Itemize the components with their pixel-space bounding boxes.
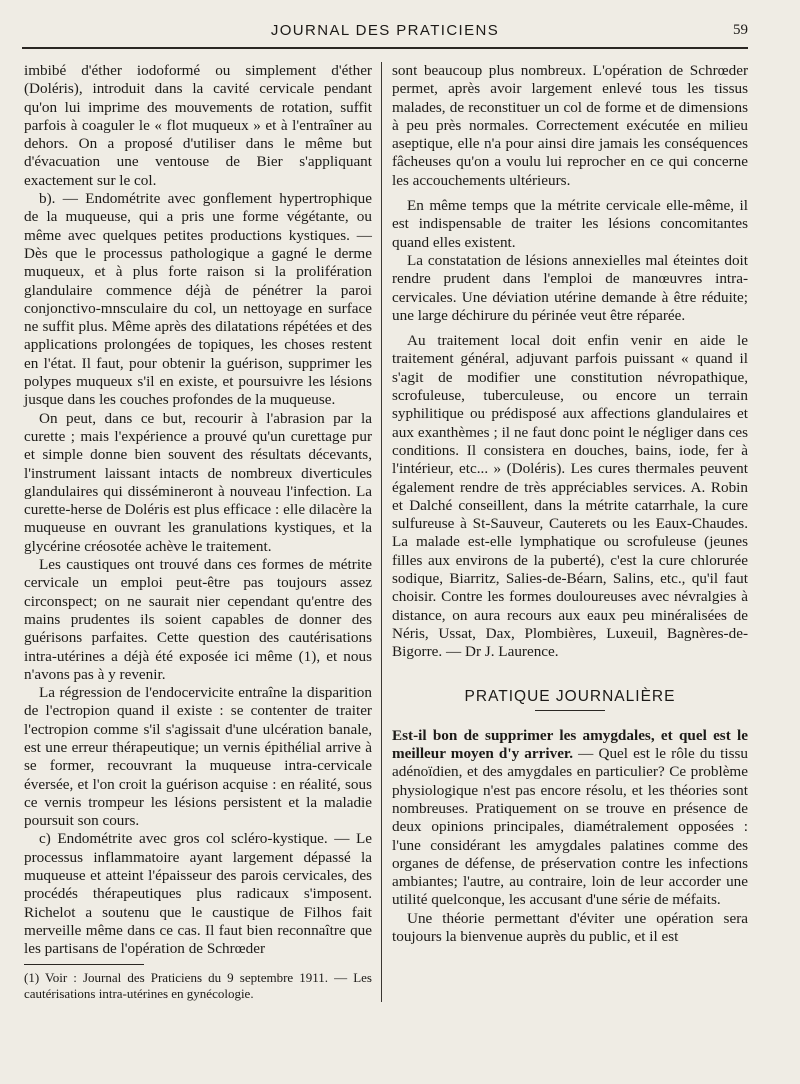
section-heading: PRATIQUE JOURNALIÈRE [464, 687, 676, 705]
section-question: Est-il bon de supprimer les amygdales, et quel est le meilleur moyen d'y arriver. [392, 726, 748, 763]
paragraph-endometrite-c: c) Endométrite avec gros col scléro-kystique. — Le processus inflammatoire ayant largement dépassé la muqueuse et atteint l'épaisseur des parois cervicales, des procédés thérapeutiques plus radicaux s'imposent. Richelot a soutenu que le caustique de Filhos fait merveille même dans ce cas. Il faut bien reconnaître que les partisans de l'opération de Schrœder [24, 830, 372, 958]
paragraph: En même temps que la métrite cervicale elle-même, il est indispensable de traiter les lésions concomitantes quand elles existent. [392, 197, 748, 251]
section-first-paragraph [392, 727, 748, 910]
right-column [392, 62, 748, 946]
paragraph: Une théorie permettant d'éviter une opération sera toujours la bienvenue auprès du public, et il est [392, 909, 748, 946]
paragraph: Au traitement local doit enfin venir en aide le traitement général, adjuvant parfois puissant « quand il s'agit de modifier une constitution névropathique, scrofuleuse, tuberculeuse, ou encore un terrain syphilitique ou prédisposé aux affections glandulaires et aux exanthèmes ; il ne faut donc point le négliger dans ces conditions. Il consistera en douches, bains, iode, fer à l'intérieur, etc... » (Doléris). Les cures thermales peuvent également rendre de très appréciables services. A. Robin et Dalché conseillent, dans la métrite catarrhale, la cure sulfureuse à St-Sauveur, Cauterets ou les Eaux-Chaudes. La malade est-elle lymphatique ou scrofuleuse (jeunes filles aux environs de la puberté), c'est la cure chlorurée sodique, Biarritz, Salies-de-Béarn, Salins, etc., qu'il faut choisir. Contre les formes douloureuses avec névralgies à distance, on aura recours aux eaux peu minéralisées de Néris, Ussat, Dax, Plombières, Luxeuil, Bagnères-de-Bigorre. — Dr J. Laurence. [392, 332, 748, 661]
paragraph: imbibé d'éther iodoformé ou simplement d'éther (Doléris), introduit dans la cavité cervicale pendant qu'on lui imprime des mouvements de rotation, suffit parfois à coaguler le « flot muqueux » et à l'entraîner au dehors. On a proposé d'utiliser dans le même but d'évacuation une ventouse de Bier s'appliquant exactement sur le col. [24, 62, 372, 189]
journal-title: JOURNAL DES PRATICIENS [270, 22, 500, 39]
header-rule [22, 47, 748, 49]
paragraph: Les caustiques ont trouvé dans ces formes de métrite cervicale un emploi peut-être pas toujours assez circonspect; on ne saurait nier cependant qu'entre des mains prudentes ils soient capables de donner des guérisons parfaites. Cette question des cautérisations intra-utérines a déjà été exposée ici même (1), et nous n'avons pas à y revenir. [24, 556, 372, 683]
page-number: 59 [733, 22, 748, 38]
paragraph-endometrite-b: b). — Endométrite avec gonflement hypertrophique de la muqueuse, qui a pris une forme végétante, ou même avec quelques petites productions kystiques. — Dès que le processus pathologique a gagné le derme muqueux, et à plus forte raison si la prolifération glandulaire commence déjà de pénétrer la paroi conjonctivo-mnsculaire du col, un nettoyage en surface ne suffit plus. Même après des dilatations répétées et des applications prolongées de topiques, les choses restent en l'état. Il faut, pour obtenir la guérison, supprimer les polypes muqueux s'il en existe, et poursuivre les lésions jusque dans les couches profondes de la muqueuse. [24, 190, 372, 409]
footnote: (1) Voir : Journal des Praticiens du 9 septembre 1911. — Les cautérisations intra-utérines en gynécologie. [24, 970, 372, 1001]
paragraph: La régression de l'endocervicite entraîne la disparition de l'ectropion quand il existe : se contenter de traiter l'ectropion comme s'il s'agissait d'une ulcération banale, est une erreur thérapeutique; un vernis épithélial arrive à se former, recouvrant la muqueuse intra-cervicale éversée, et l'on croit la guérison acquise : en réalité, sous ce vernis trompeur les lésions persistent et la maladie poursuit son cours. [24, 684, 372, 830]
section-answer: — Quel est le rôle du tissu adénoïdien, et des amygdales en particulier? Ce problème physiologique n'est pas encore résolu, et les théories sont nombreuses. Pratiquement on se trouve en présence de deux opinions principales, diamétralement opposées : l'une considérant les amygdales palatines comme des organes de défense, de préservation contre les infections ambiantes; l'autre, au contraire, loin de leur accorder une utilité quelconque, les accusant d'une série de méfaits. [392, 745, 748, 909]
footnote-rule [24, 964, 144, 965]
paragraph: La constatation de lésions annexielles mal éteintes doit rendre prudent dans l'emploi de manœuvres intra-cervicales. Une déviation utérine demande à être réduite; une large déchirure du périnée veut être réparée. [392, 251, 748, 324]
running-header [22, 22, 748, 48]
section-rule [535, 710, 605, 711]
paragraph: sont beaucoup plus nombreux. L'opération de Schrœder permet, après avoir largement enlevé tous les tissus malades, de reconstituer un col de forme et de dimensions à peu près normales. Correctement exécutée en milieu aseptique, elle n'a pour ainsi dire jamais les conséquences fâcheuses qu'on a voulu lui reprocher en ce qui concerne les accouchements ultérieurs. [392, 62, 748, 189]
column-divider [381, 62, 382, 1002]
paragraph: On peut, dans ce but, recourir à l'abrasion par la curette ; mais l'expérience a prouvé qu'un curettage pur et simple donne bien souvent des résultats décevants, l'instrument laissant intacts de nombreux diverticules glandulaires qui dissémineront à nouveau l'infection. La curette-herse de Doléris est plus efficace : elle dilacère la muqueuse en ouvrant les granulations kystiques, et la glycérine créosotée achève le traitement. [24, 409, 372, 555]
left-column [24, 62, 372, 959]
